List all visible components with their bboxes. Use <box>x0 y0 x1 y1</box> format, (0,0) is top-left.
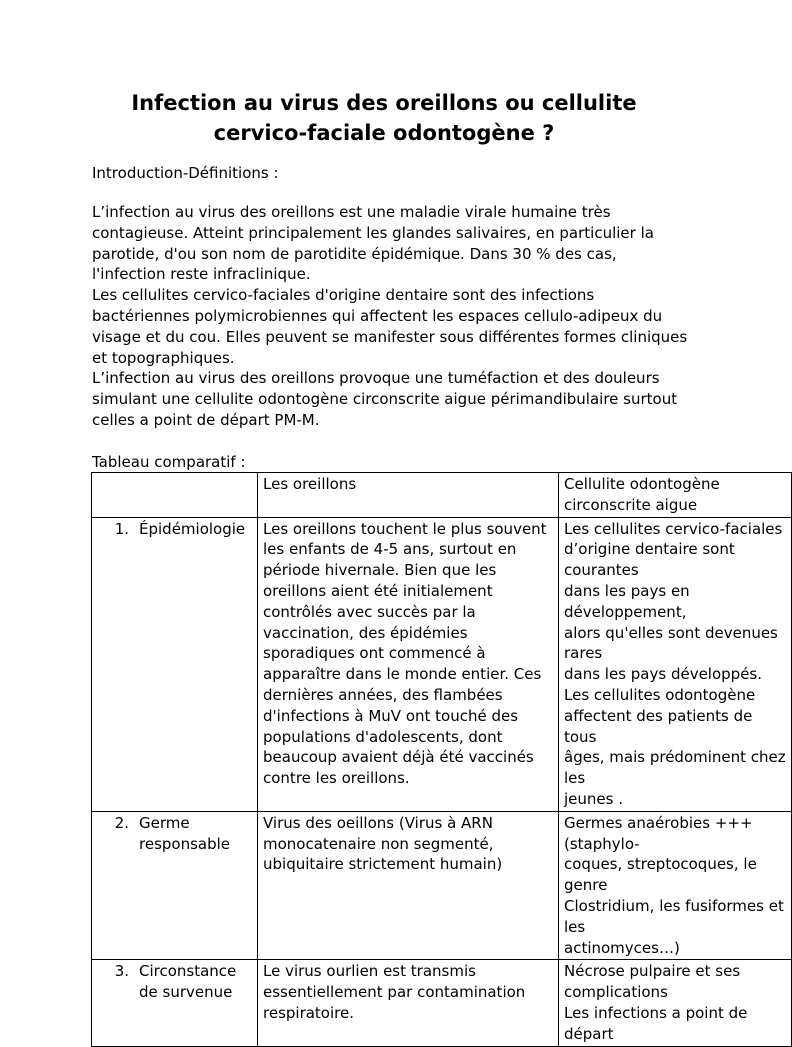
intro-paragraph: Les cellulites cervico-faciales d'origine dentaire sont des infections bactériennes polymicrobiennes qui affectent les espaces cellulo-adipeux du visage et du cou. Elles peuvent se manifester sous différentes formes cliniques et topographiques. <box>92 286 688 367</box>
oreillons-cell: Les oreillons touchent le plus souvent les enfants de 4-5 ans, surtout en période hivernale. Bien que les oreillons aient été initialement contrôlés avec succès par la vaccination, des épidémies sporadiques ont commencé à apparaître dans le monde entier. Ces dernières années, des flambées d'infections à MuV ont touché des populations d'adolescents, dont beaucoup avaient déjà été vaccinés contre les oreillons. <box>258 517 559 811</box>
row-label: Épidémiologie <box>139 519 246 538</box>
cell-line: jeunes . <box>564 789 623 808</box>
table-header-row <box>92 473 792 518</box>
cell-line: affectent des patients de tous <box>564 706 753 746</box>
cell-line: coques, streptocoques, le genre <box>564 855 757 895</box>
cell-line: dans les pays développés. <box>564 665 763 684</box>
row-label-cell <box>92 960 258 1046</box>
cellulite-cell <box>559 811 792 960</box>
row-number: 1. <box>114 519 129 538</box>
oreillons-cell: Virus des oeillons (Virus à ARN monocatenaire non segmenté, ubiquitaire strictement humain) <box>258 811 559 960</box>
intro-paragraph: L’infection au virus des oreillons provoque une tuméfaction et des douleurs simulant une cellulite odontogène circonscrite aigue périmandibulaire surtout celles a point de départ PM-M. <box>92 369 678 429</box>
row-label: Circonstance de survenue <box>139 962 237 1002</box>
row-number: 2. <box>114 813 129 832</box>
intro-body <box>92 202 692 431</box>
row-number: 3. <box>114 962 129 981</box>
table-header-cell <box>92 473 258 518</box>
cell-line: âges, mais prédominent chez les <box>564 748 786 788</box>
cell-line: d’origine dentaire sont courantes <box>564 540 735 580</box>
cellulite-cell <box>559 517 792 811</box>
cell-line: Les cellulites odontogène <box>564 685 756 704</box>
cell-line: Les cellulites cervico-faciales <box>564 519 783 538</box>
row-label-cell <box>92 811 258 960</box>
table-row <box>92 960 792 1046</box>
row-label-cell <box>92 517 258 811</box>
page-title: Infection au virus des oreillons ou cellulite cervico-faciale odontogène ? <box>131 91 637 145</box>
cell-line: complications <box>564 983 668 1002</box>
table-row <box>92 517 792 811</box>
cell-line: Clostridium, les fusiformes et les <box>564 896 784 936</box>
cellulite-cell <box>559 960 792 1046</box>
intro-paragraph: L’infection au virus des oreillons est une maladie virale humaine très contagieuse. Atteint principalement les glandes salivaires, en particulier la parotide, d'ou son nom de parotidite épidémique. Dans 30 % des cas, l'infection reste infraclinique. <box>92 203 654 284</box>
row-label: Germe responsable <box>139 813 231 853</box>
cell-line: Les infections a point de départ <box>564 1003 748 1043</box>
cell-line: Nécrose pulpaire et ses <box>564 962 741 981</box>
comparison-table <box>91 472 792 1047</box>
cell-line: dans les pays en développement, <box>564 581 690 621</box>
table-row <box>92 811 792 960</box>
cell-line: alors qu'elles sont devenues rares <box>564 623 778 663</box>
table-header-cell: Les oreillons <box>258 473 559 518</box>
cell-line: actinomyces…) <box>564 938 680 957</box>
table-header-cell: Cellulite odontogène circonscrite aigue <box>559 473 792 518</box>
table-caption: Tableau comparatif : <box>92 453 246 471</box>
intro-heading: Introduction-Définitions : <box>92 164 279 182</box>
oreillons-cell: Le virus ourlien est transmis essentiellement par contamination respiratoire. <box>258 960 559 1046</box>
cell-line: Germes anaérobies +++ (staphylo- <box>564 813 753 853</box>
